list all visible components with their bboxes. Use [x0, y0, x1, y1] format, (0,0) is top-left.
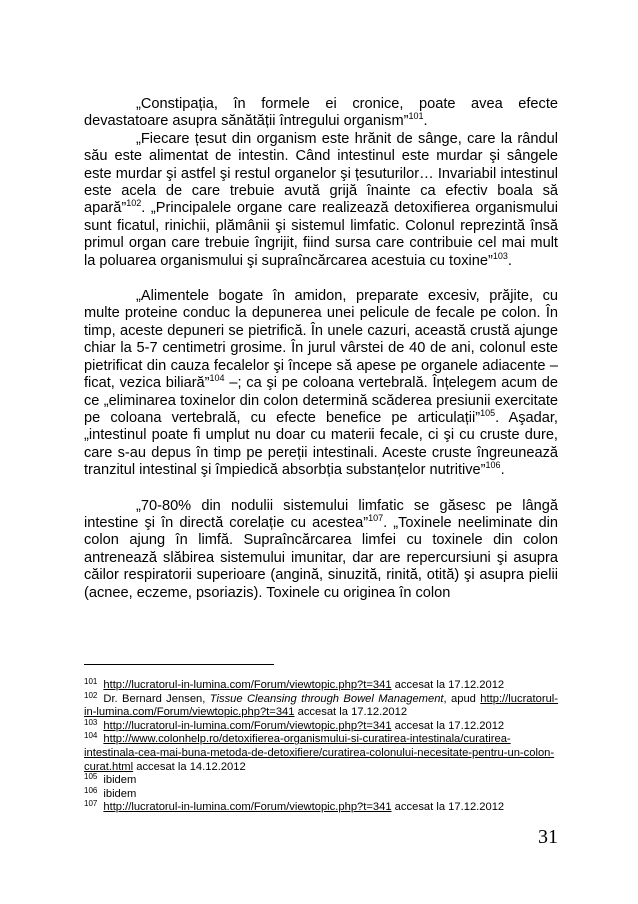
footnotes	[84, 679, 558, 815]
footnote-text: , apud	[443, 692, 481, 705]
paragraph-text: . „Toxinele neeliminate din colon ajung în limfă. Supraîncărcarea limfei cu toxinele din colon antrenează slăbirea sistemului imunitar, dar are repercursiuni şi asupra căilor respiratorii superioare (angină, sinuzită, rinită, otită) şi asupra pielii (acnee, eczeme, psoriazis). Toxinele cu originea în colon	[84, 514, 559, 601]
footnote-link[interactable]: http://lucratorul-in-lumina.com/Forum/viewtopic.php?t=341	[84, 692, 559, 719]
paragraph-text: . Aşadar, „intestinul poate fi umplut nu doar cu materii fecale, ci şi cu cruste dure, care s-au depus în timp pe pereții intestinali. Aceste cruste îngreunează tranzitul intestinal şi împiedică absorbția substanțelor nutritive”	[84, 409, 558, 479]
footnote	[84, 679, 558, 693]
paragraph-text: .	[500, 462, 505, 479]
paragraph-text: „Alimentele bogate în amidon, preparate excesiv, prăjite, cu multe proteine conduc la depunerea unei pelicule de fecale pe colon. În timp, aceste depuneri se pietrifică. În unele cazuri, această crustă ajunge chiar la 5-7 centimetri grosime. În jurul vârstei de 40 de ani, colonul este pietrificat din cauza fecalelor şi începe să apese pe organele adiacente – ficat, vezica biliară”	[84, 288, 558, 392]
footnote-text: ibidem	[103, 787, 137, 800]
footnote-reference: 102	[126, 198, 142, 209]
paragraph-text: .	[423, 113, 428, 130]
footnote-text: accesat la 17.12.2012	[391, 719, 505, 732]
paragraph-text: „70-80% din nodulii sistemului limfatic se găsesc pe lângă intestine şi în directă corelație cu acestea”	[84, 497, 558, 531]
footnote	[84, 690, 559, 720]
footnote-number: 103	[84, 717, 98, 727]
footnote	[84, 774, 558, 788]
footnote-reference: 104	[209, 373, 225, 384]
paragraph-text: –; ca şi pe coloana vertebrală. Înțelegem acum de ce „eliminarea toxinelor din colon determină scăderea presiunii exercitate pe coloana vertebrală, cu efecte benefice pe articulații”	[84, 375, 558, 426]
footnote-title: Tissue Cleansing through Bowel Management	[209, 692, 444, 705]
footnote	[84, 717, 558, 734]
footnote-number: 106	[84, 785, 98, 795]
footnote-number: 104	[84, 731, 98, 741]
paragraph-text: . „Principalele organe care realizează detoxifierea organismului sunt ficatul, rinichii, plămânii şi sistemul limfatic. Colonul reprezintă însă primul organ care trebuie îngrijit, fiind sursa care contribuie cel mai mult la poluarea organismului şi supraîncărcarea acestuia cu toxine”	[84, 200, 558, 269]
footnote-text: ibidem	[103, 774, 137, 787]
footnote-number: 105	[84, 772, 98, 782]
footnote	[84, 801, 558, 815]
footnote-link[interactable]: http://www.colonhelp.ro/detoxifierea-organismului-si-curatirea-intestinala/curatirea-intestinala-cea-mai-buna-metoda-de-detoxifiere/curatirea-colonului-necesitate-pentru-un-colon-curat.html	[84, 733, 555, 773]
footnote-text: accesat la 17.12.2012	[391, 801, 505, 814]
footnote-reference: 101	[408, 111, 424, 122]
footnote-number: 101	[84, 677, 98, 686]
footnote-text: accesat la 17.12.2012	[391, 679, 505, 691]
paragraph	[84, 288, 558, 479]
footnote-number: 107	[84, 799, 98, 809]
footnote-text: accesat la 14.12.2012	[133, 760, 246, 773]
footnote-reference: 105	[480, 407, 496, 418]
paragraph	[84, 96, 558, 131]
paragraph-text: „Fiecare țesut din organism este hrănit de sânge, care la rândul său este alimentat de intestin. Când intestinul este murdar şi sângele este murdar şi astfel şi restul organelor şi țesuturilor… Invariabil intestinul este acela de care trebuie avută grijă înainte ca efectiv boala să apară”	[84, 130, 558, 217]
footnote-text: accesat la 17.12.2012	[294, 706, 408, 719]
paragraph	[84, 131, 558, 270]
footnote-reference: 106	[485, 460, 501, 471]
footnote-reference: 103	[492, 250, 508, 261]
body-text	[84, 96, 558, 602]
footnote	[84, 733, 558, 774]
footnote-link[interactable]: http://lucratorul-in-lumina.com/Forum/viewtopic.php?t=341	[103, 801, 392, 814]
paragraph	[84, 498, 558, 602]
footnote-link[interactable]: http://lucratorul-in-lumina.com/Forum/viewtopic.php?t=341	[103, 719, 392, 732]
footnote-reference: 107	[368, 512, 384, 523]
page-number: 31	[538, 826, 558, 848]
footnote-number: 102	[84, 690, 98, 700]
footnote-link[interactable]: http://lucratorul-in-lumina.com/Forum/viewtopic.php?t=341	[103, 679, 392, 691]
footnote-separator	[84, 664, 274, 665]
footnote	[84, 785, 558, 802]
paragraph-text: .	[507, 252, 512, 269]
paragraph-text: „Constipația, în formele ei cronice, poate avea efecte devastatoare asupra sănătății întregului organism”	[84, 96, 558, 130]
footnote-author: Dr. Bernard Jensen,	[103, 692, 210, 705]
